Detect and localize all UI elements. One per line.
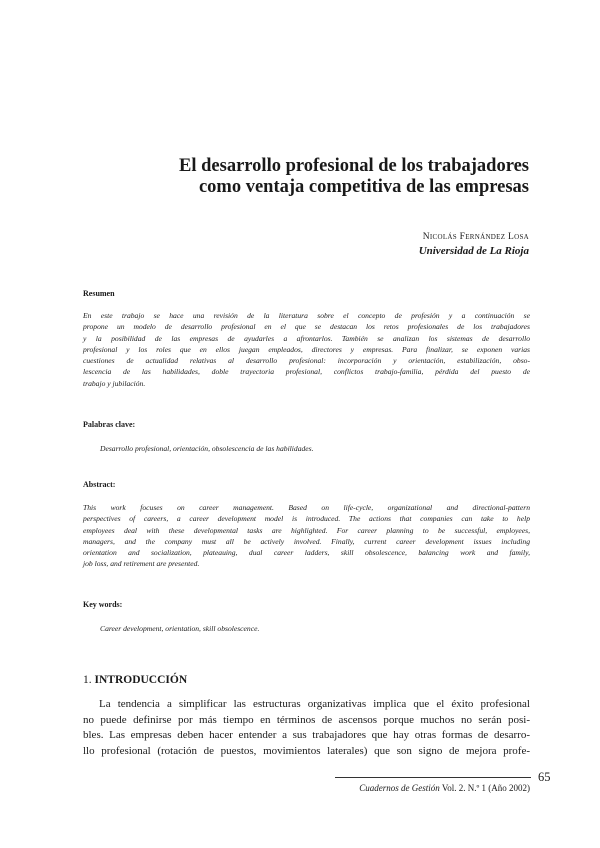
author-affiliation: Universidad de La Rioja [418, 245, 529, 257]
journal-name: Cuadernos de Gestión [359, 783, 440, 793]
body-line: bles. Las empresas deben hacer entender a sus trabajadores que hay otras formas de desarro- [83, 729, 530, 741]
abstract-line: employees deal with these developmental tasks are highlighted. For career planning to be successful, employees, [83, 525, 530, 535]
abstract-line: perspectives of careers, a career development model is introduced. The actions that companies can take to help [83, 514, 530, 524]
key-words-heading: Key words: [83, 600, 123, 609]
palabras-clave-heading: Palabras clave: [83, 420, 136, 429]
footer-citation [250, 783, 530, 793]
body-line: llo profesional (rotación de puestos, movimientos laterales) que son signo de mejora profe- [83, 744, 530, 757]
abstract-line: orientation and socialization, plateauing, dual career ladders, skill obsolescence, balancing work and family, [83, 548, 530, 558]
page-number: 65 [538, 770, 551, 784]
abstract-line: managers, and the company must all be actively involved. Finally, current career development issues including [83, 536, 530, 546]
resumen-line: trabajo y jubilación. [83, 378, 146, 388]
author-name: Nicolás Fernández Losa [422, 232, 529, 242]
title-line-1: El desarrollo profesional de los trabajadores [179, 156, 529, 176]
body-line: La tendencia a simplificar las estructuras organizativas implica que el éxito profesional [99, 698, 530, 710]
resumen-line: y la posibilidad de las empresas de ayudarles a afrontarlos. También se analizan los sistemas de desarrollo [83, 333, 530, 343]
abstract-heading: Abstract: [83, 480, 116, 489]
footer-rule [335, 777, 531, 778]
section-number: 1. [83, 674, 92, 686]
resumen-heading: Resumen [83, 289, 115, 298]
body-line: no puede definirse por más tiempo en términos de ascensos porque muchos no serán posi- [83, 713, 530, 726]
palabras-clave-text: Desarrollo profesional, orientación, obsolescencia de las habilidades. [100, 444, 314, 453]
section-heading-introduccion [83, 674, 187, 686]
abstract-line: job loss, and retirement are presented. [83, 559, 200, 569]
resumen-line: En este trabajo se hace una revisión de la literatura sobre el concepto de profesión y a continuación se [83, 311, 530, 320]
resumen-line: cuestiones de actualidad relativas al desarrollo profesional: incorporación y orientación, estabilización, obso- [83, 356, 530, 366]
key-words-text: Career development, orientation, skill obsolescence. [100, 624, 260, 633]
abstract-body [83, 502, 530, 570]
resumen-body [83, 310, 530, 389]
title-line-2: como ventaja competitiva de las empresas [198, 177, 529, 197]
section-title: INTRODUCCIÓN [94, 674, 188, 686]
resumen-line: lescencia de las habilidades, doble trayectoria profesional, conflictos trabajo-familia, pérdida del puesto de [83, 367, 530, 377]
resumen-line: profesional y los roles que en ellos juegan empleados, directores y empresas. Para finalizar, se exponen varias [83, 344, 530, 354]
journal-volume: Vol. 2. N.º 1 (Año 2002) [441, 783, 530, 793]
article-title [80, 156, 529, 198]
introduccion-body [83, 697, 530, 759]
abstract-line: This work focuses on career management. Based on life-cycle, organizational and directional-pattern [83, 503, 530, 512]
resumen-line: propone un modelo de desarrollo profesional en el que se destacan los retos profesionales de los trabajadores [83, 322, 530, 332]
